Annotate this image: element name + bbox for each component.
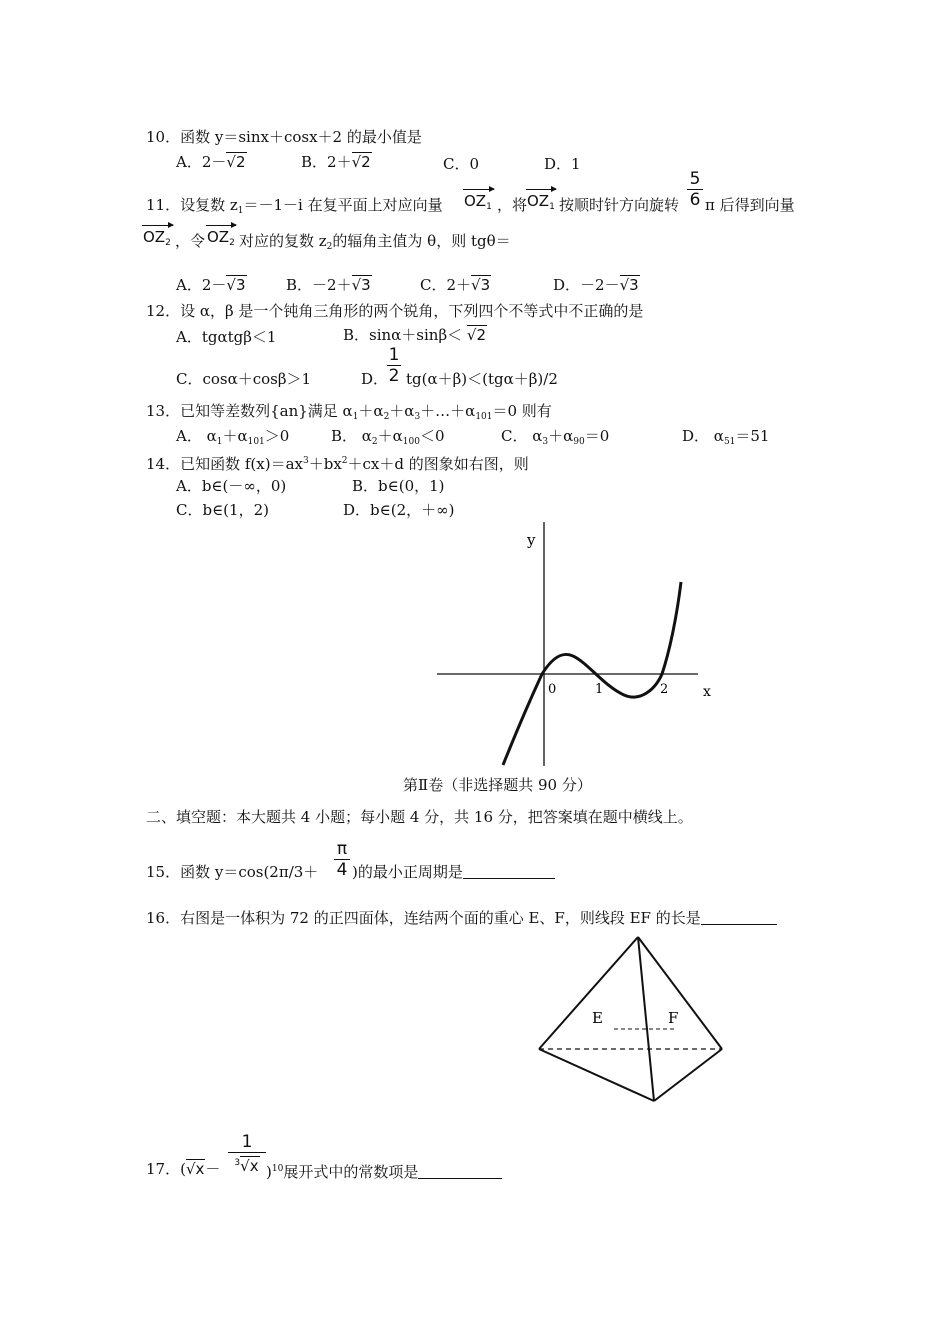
tick-label-1: 1 bbox=[595, 682, 604, 697]
sqrt-2: √2 bbox=[466, 326, 487, 344]
vector-oz2: $OZ_2$ bbox=[207, 228, 235, 248]
q11-option-a: A．2－√3 bbox=[176, 276, 246, 294]
q17-pre: 17．(√x－ bbox=[146, 1160, 221, 1178]
q11-line2b: 对应的复数 $z_2$的辐角主值为 θ，则 tgθ＝ bbox=[239, 232, 511, 252]
q14-option-a: A．b∈(－∞，0) bbox=[176, 477, 287, 495]
q12-option-d: tg(α＋β)＜(tgα＋β)/2 bbox=[406, 370, 558, 388]
edge bbox=[654, 1049, 722, 1101]
q14-option-c: C．b∈(1，2) bbox=[176, 501, 269, 519]
q14-option-d: D．b∈(2，＋∞) bbox=[343, 501, 455, 519]
q10-option-d: D．1 bbox=[544, 155, 581, 173]
fraction-1-cuberoot-x: 1 $^3$√x bbox=[228, 1133, 266, 1175]
vector-oz1: $OZ_1$ bbox=[527, 192, 555, 212]
sqrt-3: √3 bbox=[619, 276, 639, 294]
q13-option-d: D． $\alpha_{51}=51$ bbox=[682, 427, 770, 447]
edge bbox=[539, 937, 638, 1049]
q11-mid1: ＝－1－i 在复平面上对应向量 bbox=[243, 196, 443, 214]
q16-stem: 16．右图是一体积为 72 的正四面体，连结两个面的重心 E、F，则线段 EF 的长是 bbox=[146, 909, 777, 927]
q11-line2a: ，令 bbox=[175, 232, 206, 250]
q13-option-a: A． $\alpha_1+\alpha_{101}>0$ bbox=[176, 427, 290, 447]
q13-stem: 13．已知等差数列{an}满足 $\alpha_1+\alpha_2+\alpha_3+\dots+\alpha_{101}=0$ 则有 bbox=[146, 402, 552, 422]
q12-option-c: C．cosα＋cosβ＞1 bbox=[176, 370, 312, 388]
q15-end: )的最小正周期是 bbox=[352, 863, 555, 881]
q14-option-b: B．b∈(0，1) bbox=[352, 477, 445, 495]
sqrt-3: √3 bbox=[471, 276, 491, 294]
fraction-1-2: 1 2 bbox=[388, 345, 400, 386]
q10-b-text: B．2＋ bbox=[301, 153, 352, 171]
q12-option-a: A．tgαtgβ＜1 bbox=[176, 328, 277, 346]
sqrt-3: √3 bbox=[226, 276, 246, 294]
q11-pre: 11．设复数 z bbox=[146, 196, 238, 214]
edge bbox=[638, 937, 722, 1049]
point-f-label: F bbox=[668, 1009, 679, 1027]
q12-option-d-label: D． bbox=[361, 370, 389, 388]
q11-option-d: D．－2－√3 bbox=[553, 276, 639, 294]
q13-option-c: C． $\alpha_3+\alpha_{90}=0$ bbox=[501, 427, 610, 447]
fraction-5-6: 5 6 bbox=[687, 170, 703, 209]
q11-option-c: C．2＋√3 bbox=[420, 276, 491, 294]
vector-oz1: $OZ_1$ bbox=[464, 192, 492, 212]
q13-option-b: B． $\alpha_2+\alpha_{100}<0$ bbox=[331, 427, 445, 447]
section-2-title: 第Ⅱ卷（非选择题共 90 分） bbox=[403, 776, 592, 794]
edge bbox=[539, 1049, 654, 1101]
y-axis-label: y bbox=[527, 531, 536, 549]
q11-mid2: ，将 bbox=[497, 196, 528, 214]
q10-a-text: A．2－ bbox=[176, 153, 227, 171]
q12-option-b: B．sinα＋sinβ＜ √2 bbox=[343, 326, 487, 344]
sqrt-x: √x bbox=[185, 1160, 205, 1178]
q12-stem: 12．设 α，β 是一个钝角三角形的两个锐角，下列四个不等式中不正确的是 bbox=[146, 302, 644, 320]
q15-pre: 15．函数 y＝cos(2π/3＋ bbox=[146, 863, 319, 881]
fill-in-header: 二、填空题：本大题共 4 小题；每小题 4 分，共 16 分，把答案填在题中横线上。 bbox=[146, 808, 693, 826]
edge bbox=[638, 937, 654, 1101]
q11-mid3: 按顺时针方向旋转 bbox=[559, 196, 680, 214]
q11-end: π 后得到向量 bbox=[705, 196, 795, 214]
x-axis-label: x bbox=[703, 684, 711, 700]
sqrt-3: √3 bbox=[351, 276, 371, 294]
tick-label-0: 0 bbox=[548, 682, 557, 697]
q10-stem: 10．函数 y＝sinx＋cosx＋2 的最小值是 bbox=[146, 128, 422, 146]
vector-oz2: $OZ_2$ bbox=[143, 228, 171, 248]
sqrt-2: √2 bbox=[226, 153, 246, 171]
answer-blank[interactable] bbox=[418, 1164, 502, 1179]
q10-option-c: C．0 bbox=[443, 155, 480, 173]
point-e-label: E bbox=[592, 1009, 603, 1027]
sqrt-2: √2 bbox=[351, 153, 371, 171]
q17-end: )$^{10}$展开式中的常数项是 bbox=[266, 1160, 502, 1181]
q11-option-b: B．－2＋√3 bbox=[286, 276, 371, 294]
minus-sign: － bbox=[205, 1160, 221, 1178]
fraction-pi-4: π 4 bbox=[334, 840, 350, 879]
tick-label-2: 2 bbox=[660, 682, 669, 697]
z1-subscript: 1 bbox=[237, 206, 244, 216]
q14-stem: 14．已知函数 $f(x)=ax^3+bx^2+cx+d$ 的图象如右图，则 bbox=[146, 455, 529, 473]
